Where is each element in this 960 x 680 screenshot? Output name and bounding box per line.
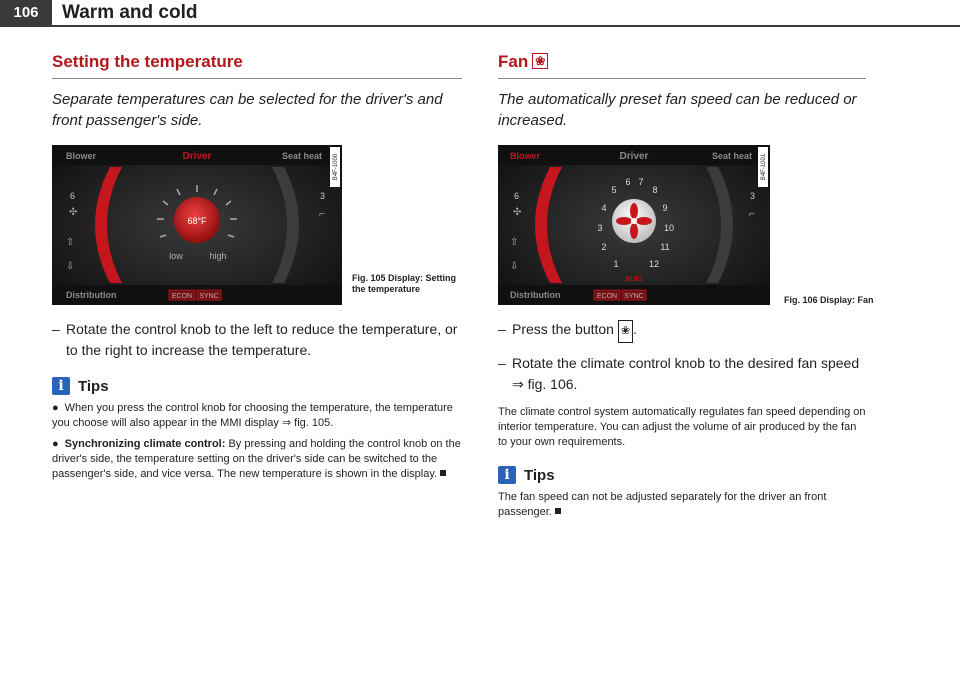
right-column (498, 52, 874, 520)
label-sync: SYNC (624, 293, 644, 300)
dial-number: 10 (663, 223, 675, 233)
mmi-display-temperature (52, 145, 342, 305)
label-econ: ECON (171, 293, 193, 300)
fan-icon: ✣ (513, 207, 522, 218)
instruction-step-1: – Press the button ❀ . (498, 319, 866, 343)
label-low: low (169, 251, 183, 261)
tips-title: Tips (78, 377, 109, 395)
tip-text: By pressing and holding the control knob on the driver's side, the temperature setting on the driver's side can be switched to the passenger's side, and vice versa. The new temperature is shown in the display. (52, 438, 461, 480)
distribution-down-icon: ⇩ (510, 261, 519, 272)
dial-number: 4 (601, 203, 607, 213)
info-icon: i (498, 466, 516, 484)
chapter-title: Warm and cold (62, 2, 198, 23)
label-driver: Driver (182, 151, 212, 162)
label-blower: Blower (510, 151, 541, 161)
tip-text-content: The fan speed can not be adjusted separately for the driver an front passenger. (498, 491, 827, 518)
end-mark (440, 470, 446, 476)
tips-title: Tips (524, 466, 555, 484)
dial-number: 3 (597, 223, 603, 233)
instruction-step-2: – Rotate the climate control knob to the desired fan speed ⇒ fig. 106. (498, 353, 866, 395)
figure-106 (498, 145, 874, 305)
tip-bold-label: Synchronizing climate control: (64, 438, 226, 450)
dial-number: 12 (648, 259, 660, 269)
left-column (52, 52, 462, 482)
section-intro-fan: The automatically preset fan speed can be reduced or increased. (498, 91, 857, 129)
dial-number: 6 (625, 177, 631, 187)
fan-button-icon: ❀ (532, 53, 548, 69)
seat-icon: ⌐ (749, 209, 755, 220)
seat-icon: ⌐ (319, 209, 325, 220)
label-seat-heat-level: 3 (750, 191, 756, 201)
dial-number: 8 (652, 185, 658, 195)
figure-code: B4F-1001 (761, 153, 767, 181)
label-blower-level: 6 (514, 191, 520, 201)
dial-number: 11 (660, 242, 670, 252)
label-driver: Driver (619, 151, 649, 162)
section-title-temperature: Setting the temperature (52, 52, 462, 79)
label-distribution: Distribution (66, 290, 117, 300)
label-blower: Blower (66, 151, 97, 161)
label-econ: ECON (596, 293, 618, 300)
distribution-down-icon: ⇩ (66, 261, 75, 272)
tip-bullet: ● Synchronizing climate control: By pressing and holding the control knob on the driver's side, the temperature setting on the driver's side can be switched to the passenger's side, and vice versa. The new temperature is shown in the display. (52, 438, 461, 480)
tip-text (498, 490, 866, 520)
info-icon: i (52, 377, 70, 395)
label-seat-heat: Seat heat (711, 151, 752, 161)
figure-105 (52, 145, 462, 305)
figure-code: B4F-1000 (333, 153, 339, 181)
temperature-readout: 68°F (187, 216, 207, 226)
label-high: high (209, 251, 227, 261)
label-seat-heat: Seat heat (281, 151, 322, 161)
dial-number: 1 (613, 259, 619, 269)
tip-bullet: ● When you press the control knob for choosing the temperature, the temperature you choose will also appear in the MMI display ⇒ fig. 105. (52, 402, 453, 429)
instruction-step: – Rotate the control knob to the left to reduce the temperature, or to the right to increase the temperature. (52, 319, 462, 361)
dial-number: 2 (601, 242, 607, 252)
section-title-fan (498, 52, 866, 79)
dial-number: 7 (638, 177, 644, 187)
label-distribution: Distribution (510, 290, 561, 300)
fan-icon: ✣ (69, 207, 78, 218)
page-number: 106 (0, 0, 52, 26)
section-title-fan-text: Fan (498, 52, 529, 71)
header-rule (0, 25, 960, 27)
figure-caption-106: Fig. 106 Display: Fan (784, 295, 874, 305)
section-intro-temperature: Separate temperatures can be selected for the driver's and front passenger's side. (52, 91, 443, 129)
end-mark (555, 508, 561, 514)
dial-number: 9 (662, 203, 668, 213)
tips-heading (498, 466, 866, 484)
label-seat-heat-level: 3 (320, 191, 326, 201)
mmi-display-fan (498, 145, 770, 305)
figure-caption-105: Fig. 105 Display: Setting the temperature (352, 273, 457, 294)
tip-text: When you press the control knob for choosing the temperature, the temperature you choose will also appear in the MMI display ⇒ fig. 105. (52, 402, 453, 429)
fan-description: The climate control system automatically regulates fan speed depending on interior temperature. You can adjust the volume of air produced by the fan to your own requirements. (498, 406, 866, 448)
instruction-step-1-text: Press the button (512, 321, 614, 337)
fan-button-icon: ❀ (618, 320, 633, 343)
distribution-up-icon: ⇧ (510, 237, 519, 248)
label-auto: auto (625, 273, 643, 283)
distribution-up-icon: ⇧ (66, 237, 75, 248)
dial-number: 5 (611, 185, 617, 195)
tips-heading (52, 377, 462, 395)
label-sync: SYNC (199, 293, 219, 300)
label-blower-level: 6 (70, 191, 76, 201)
